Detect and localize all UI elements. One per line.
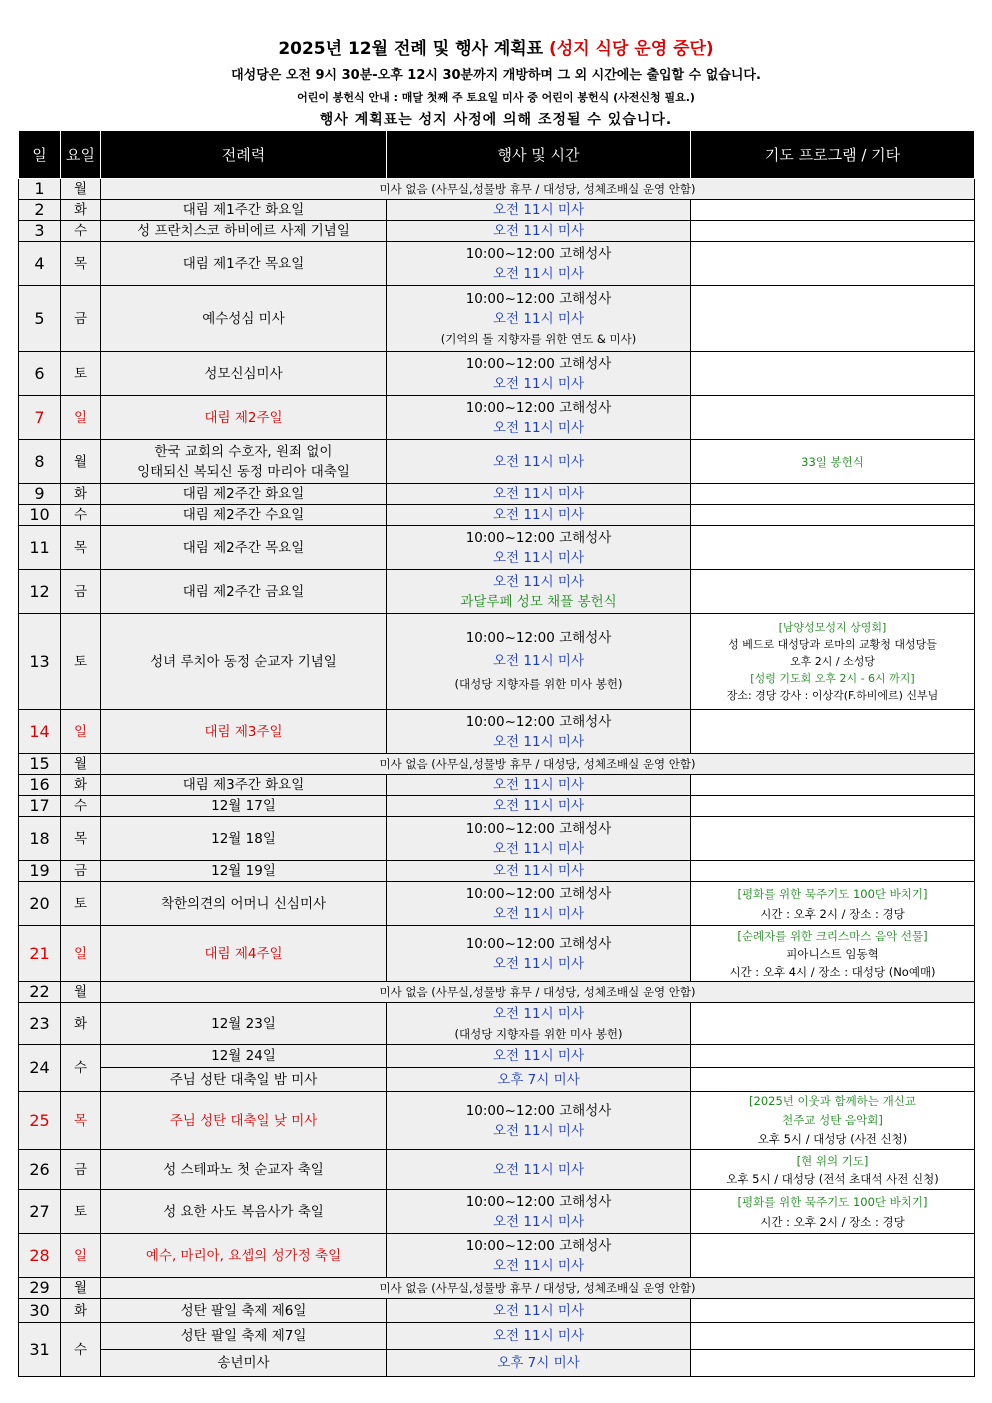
table-row	[19, 570, 975, 614]
liturgy-cell: 12월 23일	[101, 1003, 387, 1045]
day-cell: 14	[19, 710, 61, 754]
weekday-cell: 수	[61, 796, 101, 817]
day-cell: 4	[19, 242, 61, 286]
weekday-cell: 일	[61, 710, 101, 754]
table-row	[19, 861, 975, 882]
table-row	[19, 1234, 975, 1278]
liturgy-cell: 대림 제1주간 화요일	[101, 200, 387, 221]
weekday-cell: 수	[61, 221, 101, 242]
liturgy-cell: 성모신심미사	[101, 352, 387, 396]
day-cell: 3	[19, 221, 61, 242]
table-row	[19, 1150, 975, 1190]
table-header	[19, 131, 975, 179]
weekday-cell: 일	[61, 396, 101, 440]
prayer-cell: [순례자를 위한 크리스마스 음악 선물] 피아니스트 임동혁 시간 : 오후 4시 / 장소 : 대성당 (No예매)	[691, 926, 975, 982]
table-row	[19, 1045, 975, 1068]
schedule-change-notice: 행사 계획표는 성지 사정에 의해 조정될 수 있습니다.	[319, 112, 673, 128]
day-cell: 18	[19, 817, 61, 861]
event-cell: 10:00~12:00 고해성사 오전 11시 미사	[387, 817, 691, 861]
liturgy-cell: 성탄 팔일 축제 제7일	[101, 1323, 387, 1350]
day-cell: 1	[19, 179, 61, 200]
prayer-cell	[691, 396, 975, 440]
event-cell: 오전 11시 미사	[387, 861, 691, 882]
day-cell: 20	[19, 882, 61, 926]
no-mass-cell: 미사 없음 (사무실,성물방 휴무 / 대성당, 성체조배실 운영 안함)	[101, 1278, 975, 1299]
no-mass-cell: 미사 없음 (사무실,성물방 휴무 / 대성당, 성체조배실 운영 안함)	[101, 982, 975, 1003]
event-cell: 오전 11시 미사	[387, 1299, 691, 1323]
weekday-cell: 수	[61, 505, 101, 526]
liturgy-cell: 예수성심 미사	[101, 286, 387, 352]
table-row	[19, 817, 975, 861]
event-cell: 오전 11시 미사	[387, 1323, 691, 1350]
weekday-cell: 토	[61, 882, 101, 926]
table-row	[19, 614, 975, 710]
liturgy-cell: 12월 17일	[101, 796, 387, 817]
table-row	[19, 1092, 975, 1150]
liturgy-cell: 성 프란치스코 하비에르 사제 기념일	[101, 221, 387, 242]
day-cell: 24	[19, 1045, 61, 1092]
table-row	[19, 775, 975, 796]
table-row	[19, 505, 975, 526]
header-events: 행사 및 시간	[387, 131, 691, 179]
table-row	[19, 710, 975, 754]
liturgy-cell: 대림 제3주간 화요일	[101, 775, 387, 796]
weekday-cell: 토	[61, 614, 101, 710]
table-row	[19, 286, 975, 352]
event-cell: 10:00~12:00 고해성사 오전 11시 미사	[387, 1092, 691, 1150]
liturgy-cell: 대림 제2주간 목요일	[101, 526, 387, 570]
table-row	[19, 179, 975, 200]
weekday-cell: 금	[61, 570, 101, 614]
day-cell: 10	[19, 505, 61, 526]
prayer-cell	[691, 526, 975, 570]
weekday-cell: 토	[61, 1190, 101, 1234]
liturgy-cell: 대림 제3주일	[101, 710, 387, 754]
event-cell: 오전 11시 미사 과달루페 성모 채플 봉헌식	[387, 570, 691, 614]
table-row	[19, 754, 975, 775]
children-offering-notice: 어린이 봉헌식 안내 : 매달 첫째 주 토요일 미사 중 어린이 봉헌식 (사전신청 필요.)	[297, 91, 695, 104]
event-cell: 10:00~12:00 고해성사 오전 11시 미사	[387, 352, 691, 396]
day-cell: 16	[19, 775, 61, 796]
prayer-cell	[691, 1234, 975, 1278]
event-cell: 오전 11시 미사	[387, 484, 691, 505]
weekday-cell: 일	[61, 1234, 101, 1278]
event-cell: 오전 11시 미사	[387, 775, 691, 796]
title-notice: (성지 식당 운영 중단)	[549, 39, 714, 59]
liturgy-cell: 성 요한 사도 복음사가 축일	[101, 1190, 387, 1234]
table-row	[19, 1278, 975, 1299]
day-cell: 22	[19, 982, 61, 1003]
event-cell: 오전 11시 미사	[387, 1150, 691, 1190]
day-cell: 27	[19, 1190, 61, 1234]
table-row	[19, 200, 975, 221]
liturgy-cell: 대림 제2주간 화요일	[101, 484, 387, 505]
prayer-cell	[691, 1323, 975, 1350]
event-cell: 10:00~12:00 고해성사 오전 11시 미사	[387, 396, 691, 440]
day-cell: 9	[19, 484, 61, 505]
table-row	[19, 484, 975, 505]
weekday-cell: 목	[61, 526, 101, 570]
prayer-cell	[691, 242, 975, 286]
liturgy-cell: 대림 제2주간 금요일	[101, 570, 387, 614]
prayer-cell: [평화를 위한 묵주기도 100단 바치기] 시간 : 오후 2시 / 장소 : 경당	[691, 1190, 975, 1234]
event-cell: 10:00~12:00 고해성사 오전 11시 미사	[387, 710, 691, 754]
prayer-cell	[691, 817, 975, 861]
weekday-cell: 월	[61, 440, 101, 484]
prayer-cell: [2025년 이웃과 함께하는 개신교 천주교 성탄 음악회] 오후 5시 / 대성당 (사전 신청)	[691, 1092, 975, 1150]
liturgy-cell: 성탄 팔일 축제 제6일	[101, 1299, 387, 1323]
table-row	[19, 242, 975, 286]
table-row	[19, 1003, 975, 1045]
day-cell: 6	[19, 352, 61, 396]
event-cell: 오전 11시 미사 (대성당 지향자를 위한 미사 봉헌)	[387, 1003, 691, 1045]
liturgy-cell: 12월 19일	[101, 861, 387, 882]
event-cell: 오전 11시 미사	[387, 200, 691, 221]
table-row	[19, 396, 975, 440]
table-row	[19, 352, 975, 396]
weekday-cell: 수	[61, 1323, 101, 1377]
liturgy-cell: 대림 제2주간 수요일	[101, 505, 387, 526]
prayer-cell	[691, 484, 975, 505]
schedule-table	[18, 130, 975, 1377]
prayer-cell	[691, 796, 975, 817]
day-cell: 11	[19, 526, 61, 570]
weekday-cell: 월	[61, 1278, 101, 1299]
header-weekday: 요일	[61, 131, 101, 179]
event-cell: 오전 11시 미사	[387, 221, 691, 242]
day-cell: 26	[19, 1150, 61, 1190]
liturgy-cell: 예수, 마리아, 요셉의 성가정 축일	[101, 1234, 387, 1278]
prayer-cell	[691, 505, 975, 526]
weekday-cell: 금	[61, 861, 101, 882]
liturgy-cell: 성 스테파노 첫 순교자 축일	[101, 1150, 387, 1190]
day-cell: 5	[19, 286, 61, 352]
prayer-cell: [현 위의 기도] 오후 5시 / 대성당 (전석 초대석 사전 신청)	[691, 1150, 975, 1190]
weekday-cell: 화	[61, 1299, 101, 1323]
event-cell: 10:00~12:00 고해성사 오전 11시 미사	[387, 926, 691, 982]
header-day: 일	[19, 131, 61, 179]
day-cell: 7	[19, 396, 61, 440]
header-liturgy: 전례력	[101, 131, 387, 179]
liturgy-cell: 주님 성탄 대축일 낮 미사	[101, 1092, 387, 1150]
day-cell: 2	[19, 200, 61, 221]
table-row	[19, 1350, 975, 1377]
prayer-cell	[691, 1299, 975, 1323]
liturgy-cell: 성녀 루치아 동정 순교자 기념일	[101, 614, 387, 710]
header-prayer: 기도 프로그램 / 기타	[691, 131, 975, 179]
prayer-cell: [남양성모성지 상영회] 성 베드로 대성당과 로마의 교황청 대성당들 오후 2시 / 소성당 [성령 기도회 오후 2시 - 6시 까지] 장소: 경당 강사 : 이상각(F.하비에르) 신부님	[691, 614, 975, 710]
day-cell: 23	[19, 1003, 61, 1045]
event-cell: 오후 7시 미사	[387, 1350, 691, 1377]
table-row	[19, 882, 975, 926]
page-title	[0, 34, 992, 59]
weekday-cell: 화	[61, 775, 101, 796]
prayer-cell	[691, 286, 975, 352]
event-cell: 10:00~12:00 고해성사 오전 11시 미사	[387, 242, 691, 286]
event-cell: 오전 11시 미사	[387, 796, 691, 817]
day-cell: 12	[19, 570, 61, 614]
prayer-cell: [평화를 위한 묵주기도 100단 바치기] 시간 : 오후 2시 / 장소 : 경당	[691, 882, 975, 926]
prayer-cell	[691, 221, 975, 242]
prayer-cell	[691, 200, 975, 221]
weekday-cell: 금	[61, 286, 101, 352]
prayer-cell	[691, 570, 975, 614]
table-row	[19, 796, 975, 817]
table-row	[19, 1299, 975, 1323]
event-cell: 10:00~12:00 고해성사 오전 11시 미사	[387, 1190, 691, 1234]
weekday-cell: 목	[61, 817, 101, 861]
weekday-cell: 금	[61, 1150, 101, 1190]
event-cell: 오전 11시 미사	[387, 1045, 691, 1068]
event-cell: 오전 11시 미사	[387, 440, 691, 484]
prayer-cell	[691, 1350, 975, 1377]
day-cell: 28	[19, 1234, 61, 1278]
liturgy-cell: 12월 24일	[101, 1045, 387, 1068]
weekday-cell: 월	[61, 179, 101, 200]
table-row	[19, 982, 975, 1003]
weekday-cell: 월	[61, 754, 101, 775]
table-row	[19, 1068, 975, 1092]
weekday-cell: 목	[61, 242, 101, 286]
weekday-cell: 월	[61, 982, 101, 1003]
prayer-cell	[691, 1003, 975, 1045]
event-cell: 10:00~12:00 고해성사 오전 11시 미사 (대성당 지향자를 위한 미사 봉헌)	[387, 614, 691, 710]
day-cell: 15	[19, 754, 61, 775]
liturgy-cell: 주님 성탄 대축일 밤 미사	[101, 1068, 387, 1092]
prayer-cell: 33일 봉헌식	[691, 440, 975, 484]
liturgy-cell: 한국 교회의 수호자, 원죄 없이 잉태되신 복되신 동정 마리아 대축일	[101, 440, 387, 484]
event-cell: 10:00~12:00 고해성사 오전 11시 미사	[387, 526, 691, 570]
table-row	[19, 526, 975, 570]
liturgy-cell: 대림 제1주간 목요일	[101, 242, 387, 286]
table-row	[19, 1323, 975, 1350]
day-cell: 13	[19, 614, 61, 710]
day-cell: 8	[19, 440, 61, 484]
no-mass-cell: 미사 없음 (사무실,성물방 휴무 / 대성당, 성체조배실 운영 안함)	[101, 179, 975, 200]
liturgy-cell: 대림 제2주일	[101, 396, 387, 440]
prayer-cell	[691, 710, 975, 754]
weekday-cell: 토	[61, 352, 101, 396]
day-cell: 17	[19, 796, 61, 817]
day-cell: 19	[19, 861, 61, 882]
prayer-cell	[691, 1045, 975, 1068]
liturgy-cell: 착한의견의 어머니 신심미사	[101, 882, 387, 926]
prayer-cell	[691, 861, 975, 882]
table-row	[19, 221, 975, 242]
event-cell: 10:00~12:00 고해성사 오전 11시 미사	[387, 1234, 691, 1278]
title-main: 2025년 12월 전례 및 행사 계획표	[278, 39, 550, 59]
weekday-cell: 화	[61, 200, 101, 221]
day-cell: 30	[19, 1299, 61, 1323]
weekday-cell: 수	[61, 1045, 101, 1092]
cathedral-hours-notice: 대성당은 오전 9시 30분-오후 12시 30분까지 개방하며 그 외 시간에는 출입할 수 없습니다.	[231, 68, 761, 83]
event-cell: 10:00~12:00 고해성사 오전 11시 미사 (기억의 돌 지향자를 위한 연도 & 미사)	[387, 286, 691, 352]
prayer-cell	[691, 1068, 975, 1092]
event-cell: 10:00~12:00 고해성사 오전 11시 미사	[387, 882, 691, 926]
table-row	[19, 440, 975, 484]
event-cell: 오후 7시 미사	[387, 1068, 691, 1092]
table-row	[19, 926, 975, 982]
weekday-cell: 화	[61, 1003, 101, 1045]
day-cell: 31	[19, 1323, 61, 1377]
day-cell: 21	[19, 926, 61, 982]
liturgy-cell: 대림 제4주일	[101, 926, 387, 982]
event-cell: 오전 11시 미사	[387, 505, 691, 526]
liturgy-cell: 12월 18일	[101, 817, 387, 861]
weekday-cell: 일	[61, 926, 101, 982]
weekday-cell: 화	[61, 484, 101, 505]
prayer-cell	[691, 352, 975, 396]
liturgy-cell: 송년미사	[101, 1350, 387, 1377]
prayer-cell	[691, 775, 975, 796]
day-cell: 25	[19, 1092, 61, 1150]
table-row	[19, 1190, 975, 1234]
day-cell: 29	[19, 1278, 61, 1299]
no-mass-cell: 미사 없음 (사무실,성물방 휴무 / 대성당, 성체조배실 운영 안함)	[101, 754, 975, 775]
weekday-cell: 목	[61, 1092, 101, 1150]
